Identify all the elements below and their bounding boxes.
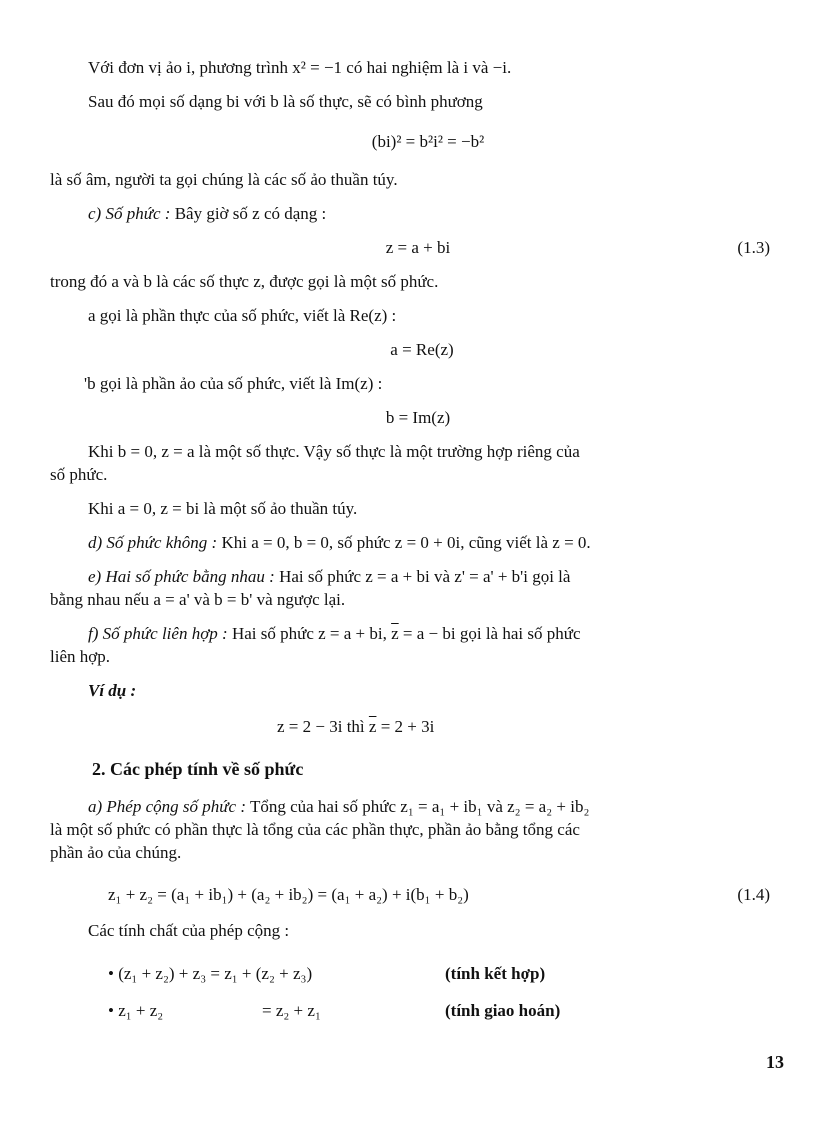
paragraph-a-zero: Khi a = 0, z = bi là một số ảo thuần túy.: [88, 499, 358, 518]
paragraph-properties: Các tính chất của phép cộng :: [88, 921, 290, 940]
property-associative: • (z₁ + z₂) + z₃ = z₁ + (z₂ + z₃): [108, 964, 313, 983]
label-so-phuc-lien-hop: f) Số phức liên hợp :: [88, 624, 228, 643]
paragraph-e: [88, 566, 570, 588]
paragraph-real-part: a gọi là phần thực của số phức, viết là Re(z) :: [88, 306, 397, 325]
label-vi-du: Ví dụ :: [88, 681, 137, 700]
property-associative-name: (tính kết hợp): [445, 964, 546, 983]
equation-im: b = Im(z): [385, 408, 451, 427]
paragraph-b-zero: Khi b = 0, z = a là một số thực. Vậy số thực là một trường hợp riêng của: [88, 442, 580, 461]
text-d: Khi a = 0, b = 0, số phức z = 0 + 0i, cũng viết là z = 0.: [221, 533, 591, 552]
text-addition: Tổng của hai số phức z₁ = a₁ + ib₁ và z₂ = a₂ + ib₂: [249, 797, 590, 816]
equation-bi-squared: (bi)² = b²i² = −b²: [371, 132, 485, 151]
property-commutative-rhs: = z₂ + z₁: [262, 1001, 321, 1020]
paragraph-imaginary-unit: Với đơn vị ảo i, phương trình x² = −1 có hai nghiệm là i và −i.: [88, 58, 512, 77]
equation-1-3: z = a + bi: [385, 238, 451, 257]
paragraph-complex-def: trong đó a và b là các số thực z, được gọi là một số phức.: [50, 272, 439, 291]
paragraph-bi-square: Sau đó mọi số dạng bi với b là số thực, sẽ có bình phương: [88, 92, 483, 111]
equation-example: [277, 716, 434, 738]
equation-re: a = Re(z): [390, 340, 454, 359]
example-conjugate-z: $\overline{z}$: [368, 717, 377, 736]
section-heading-operations: 2. Các phép tính về số phức: [92, 759, 304, 779]
equation-number-1-3: (1.3): [737, 238, 770, 257]
paragraph-addition-cont2: phần ảo của chúng.: [50, 843, 182, 862]
label-so-phuc: c) Số phức :: [88, 204, 171, 223]
text-e: Hai số phức z = a + bi và z' = a' + b'i gọi là: [279, 567, 571, 586]
paragraph-pure-imaginary: là số âm, người ta gọi chúng là các số ảo thuần túy.: [50, 170, 398, 189]
label-hai-so-phuc-bang-nhau: e) Hai số phức bằng nhau :: [88, 567, 275, 586]
example-part-a: z = 2 − 3i thì: [277, 717, 365, 736]
label-so-phuc-khong: d) Số phức không :: [88, 533, 218, 552]
equation-1-4: z₁ + z₂ = (a₁ + ib₁) + (a₂ + ib₂) = (a₁ + a₂) + i(b₁ + b₂): [108, 885, 469, 904]
label-phep-cong: a) Phép cộng số phức :: [88, 797, 246, 816]
text-c: Bây giờ số z có dạng :: [174, 204, 327, 223]
paragraph-b-zero-cont: số phức.: [50, 465, 108, 484]
paragraph-addition-cont: là một số phức có phần thực là tổng của các phần thực, phần ảo bằng tổng các: [50, 820, 580, 839]
text-f-b: = a − bi gọi là hai số phức: [402, 624, 581, 643]
property-commutative-name: (tính giao hoán): [445, 1001, 561, 1020]
paragraph-e-cont: bằng nhau nếu a = a' và b = b' và ngược lại.: [50, 590, 346, 609]
paragraph-addition: [88, 796, 589, 818]
paragraph-f-cont: liên hợp.: [50, 647, 110, 666]
paragraph-c: [88, 203, 326, 225]
equation-number-1-4: (1.4): [737, 885, 770, 904]
property-commutative-lhs: • z₁ + z₂: [108, 1001, 164, 1020]
example-part-b: = 2 + 3i: [380, 717, 435, 736]
page-number: 13: [766, 1052, 784, 1072]
paragraph-d: [88, 532, 591, 554]
text-f-a: Hai số phức z = a + bi,: [231, 624, 387, 643]
paragraph-f: [88, 623, 581, 645]
paragraph-imag-part: 'b gọi là phần ảo của số phức, viết là Im(z) :: [84, 374, 383, 393]
conjugate-z: $\overline{z}$: [391, 624, 399, 643]
